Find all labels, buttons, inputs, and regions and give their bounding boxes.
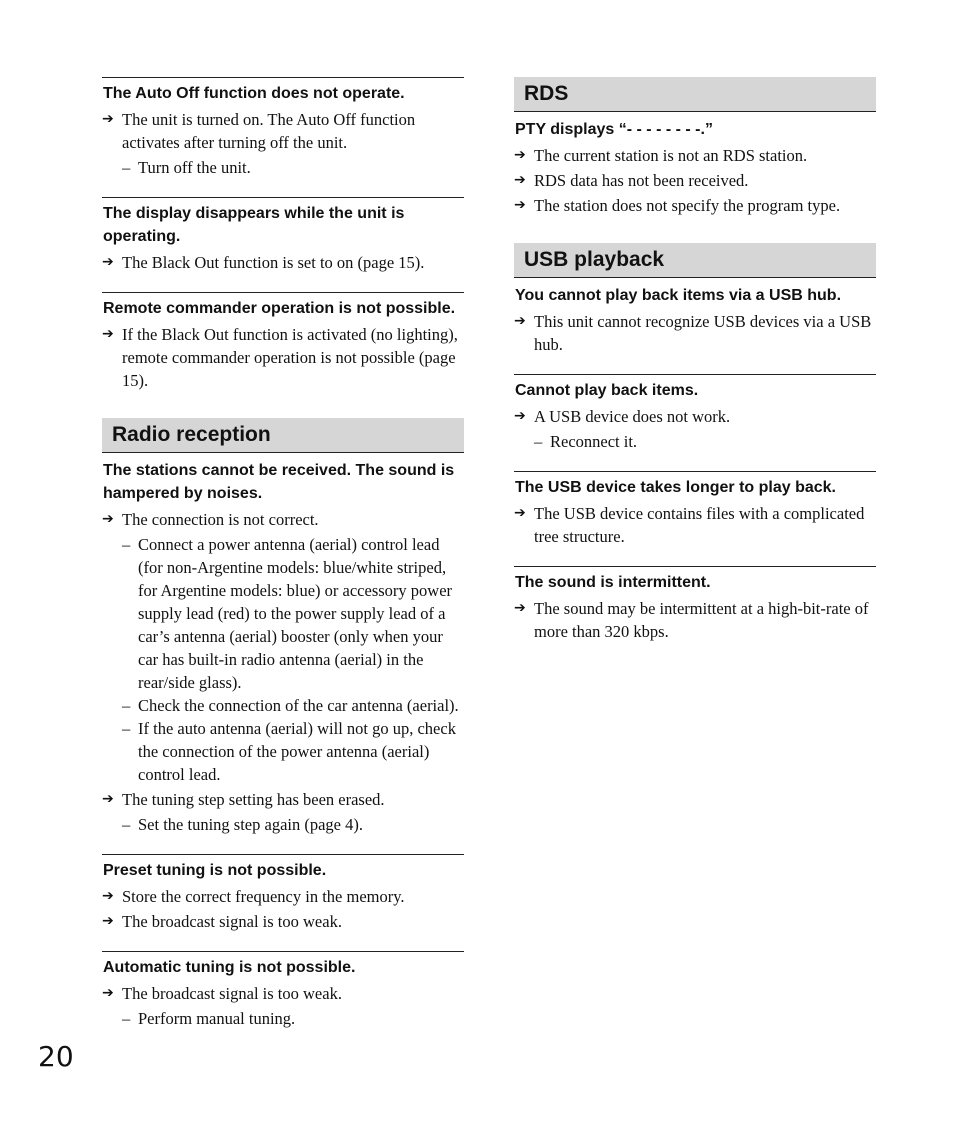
rds-issues [514, 112, 876, 217]
cause-text: This unit cannot recognize USB devices via a USB hub. [534, 312, 872, 354]
arrow-right-icon: ➔ [514, 197, 526, 213]
troubleshooting-item [102, 854, 464, 933]
arrow-right-icon: ➔ [514, 505, 526, 521]
cause-text: The unit is turned on. The Auto Off function activates after turning off the unit. [122, 110, 416, 152]
cause-item [102, 982, 464, 1005]
cause-text: Store the correct frequency in the memory. [122, 887, 405, 906]
troubleshooting-item [514, 566, 876, 643]
symptom-title: The stations cannot be received. The sound is hampered by noises. [103, 462, 455, 502]
troubleshooting-item [514, 374, 876, 453]
dash-bullet: – [122, 158, 131, 177]
arrow-right-icon: ➔ [102, 511, 114, 527]
left-column [102, 77, 464, 1030]
cause-text: The Black Out function is set to on (page 15). [122, 253, 425, 272]
symptom-title: Remote commander operation is not possible. [103, 300, 456, 317]
cause-text: The tuning step setting has been erased. [122, 790, 385, 809]
symptom-title: The display disappears while the unit is operating. [103, 205, 405, 245]
arrow-right-icon: ➔ [102, 326, 114, 342]
right-column [514, 77, 876, 645]
radio-reception-section [102, 418, 464, 1030]
cause-item [514, 597, 876, 643]
troubleshooting-item [102, 453, 464, 836]
dash-bullet: – [122, 815, 131, 834]
dash-bullet: – [122, 696, 131, 715]
cause-item [514, 502, 876, 548]
symptom-title: Preset tuning is not possible. [103, 862, 327, 879]
troubleshooting-item [514, 112, 876, 217]
arrow-right-icon: ➔ [514, 147, 526, 163]
arrow-right-icon: ➔ [514, 408, 526, 424]
cause-text: The connection is not correct. [122, 510, 319, 529]
radio-reception-issues [102, 453, 464, 1030]
page-number: 20 [38, 1040, 74, 1073]
remedy-item [102, 1007, 464, 1030]
cause-text: A USB device does not work. [534, 407, 731, 426]
troubleshooting-item [514, 278, 876, 356]
symptom-title: Cannot play back items. [515, 382, 699, 399]
cause-item [514, 169, 876, 192]
cause-item [102, 108, 464, 154]
cause-text: The USB device contains files with a complicated tree structure. [534, 504, 865, 546]
section-heading-usb-playback: USB playback [514, 243, 876, 278]
arrow-right-icon: ➔ [514, 313, 526, 329]
cause-item [514, 405, 876, 428]
troubleshooting-item [102, 292, 464, 392]
dash-bullet: – [534, 432, 543, 451]
cause-item [102, 885, 464, 908]
symptom-title: The sound is intermittent. [515, 574, 711, 591]
remedy-text: Check the connection of the car antenna (aerial). [138, 696, 459, 715]
arrow-right-icon: ➔ [102, 888, 114, 904]
dash-bullet: – [122, 719, 131, 738]
symptom-title: You cannot play back items via a USB hub. [515, 287, 842, 304]
remedy-text: If the auto antenna (aerial) will not go up, check the connection of the power antenna (aerial) control lead. [138, 719, 456, 784]
cause-text: The broadcast signal is too weak. [122, 984, 342, 1003]
cause-item [102, 508, 464, 531]
troubleshooting-item [514, 471, 876, 548]
remedy-item [102, 694, 464, 717]
usb-playback-issues [514, 278, 876, 643]
remedy-item [102, 533, 464, 694]
cause-text: The sound may be intermittent at a high-bit-rate of more than 320 kbps. [534, 599, 869, 641]
remedy-text: Connect a power antenna (aerial) control lead (for non-Argentine models: blue/white striped, for Argentine models: blue) or accessory power supply lead (red) to the power supply lead of a car’s antenna (aerial) booster (only when your car has built-in radio antenna (aerial) in the rear/side glass). [138, 535, 453, 692]
cause-item [102, 251, 464, 274]
cause-text: The station does not specify the program type. [534, 196, 841, 215]
section-heading-radio-reception: Radio reception [102, 418, 464, 453]
symptom-title: Automatic tuning is not possible. [103, 959, 356, 976]
remedy-text: Turn off the unit. [138, 158, 251, 177]
symptom-title: The Auto Off function does not operate. [103, 85, 405, 102]
remedy-item [514, 430, 876, 453]
arrow-right-icon: ➔ [102, 111, 114, 127]
usb-playback-section [514, 243, 876, 643]
arrow-right-icon: ➔ [102, 791, 114, 807]
cause-item [514, 194, 876, 217]
general-issues [102, 77, 464, 392]
remedy-text: Set the tuning step again (page 4). [138, 815, 363, 834]
troubleshooting-item [102, 197, 464, 274]
cause-item [102, 788, 464, 811]
dash-bullet: – [122, 1009, 131, 1028]
remedy-item [102, 717, 464, 786]
cause-text: If the Black Out function is activated (no lighting), remote commander operation is not possible (page 15). [122, 325, 458, 390]
cause-text: RDS data has not been received. [534, 171, 749, 190]
arrow-right-icon: ➔ [514, 172, 526, 188]
remedy-item [102, 156, 464, 179]
arrow-right-icon: ➔ [514, 600, 526, 616]
troubleshooting-item [102, 77, 464, 179]
remedy-text: Perform manual tuning. [138, 1009, 296, 1028]
cause-item [514, 144, 876, 167]
cause-text: The broadcast signal is too weak. [122, 912, 342, 931]
cause-item [102, 323, 464, 392]
rds-section [514, 77, 876, 217]
cause-item [514, 310, 876, 356]
arrow-right-icon: ➔ [102, 913, 114, 929]
troubleshooting-item [102, 951, 464, 1030]
symptom-title: The USB device takes longer to play back. [515, 479, 836, 496]
symptom-title: PTY displays “- - - - - - - -.” [515, 121, 713, 138]
cause-text: The current station is not an RDS station. [534, 146, 808, 165]
arrow-right-icon: ➔ [102, 254, 114, 270]
arrow-right-icon: ➔ [102, 985, 114, 1001]
dash-bullet: – [122, 535, 131, 554]
cause-item [102, 910, 464, 933]
remedy-item [102, 813, 464, 836]
section-heading-rds: RDS [514, 77, 876, 112]
remedy-text: Reconnect it. [550, 432, 638, 451]
